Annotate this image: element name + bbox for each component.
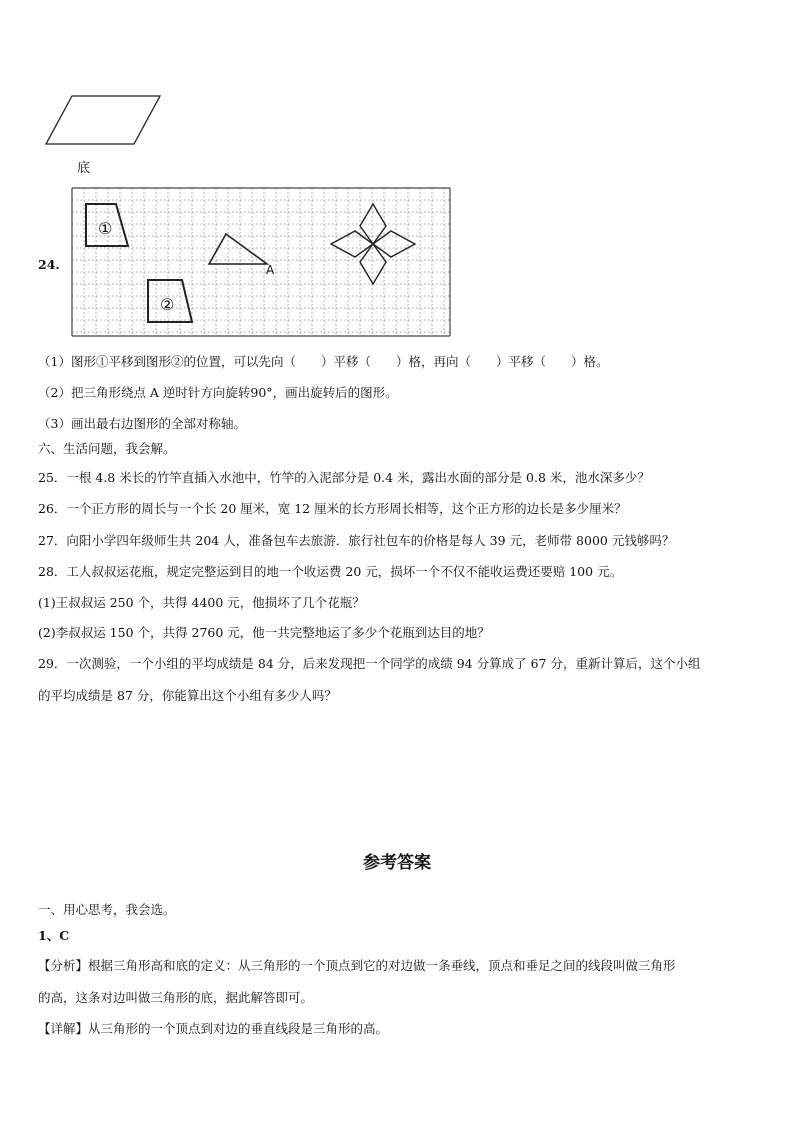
question-24-part-3: （3）画出最右边图形的全部对称轴。 [38, 416, 246, 431]
question-27: 27．向阳小学四年级师生共 204 人，准备包车去旅游．旅行社包车的价格是每人 39 元，老师带 8000 元钱够吗？ [38, 533, 675, 548]
question-24-number: 24. [38, 257, 60, 272]
answers-title: 参考答案 [363, 853, 431, 873]
question-29-line-2: 的平均成绩是 87 分，你能算出这个小组有多少人吗？ [38, 688, 337, 703]
shape-1-label: ① [98, 219, 113, 238]
grid-figure [70, 186, 454, 340]
question-28-part-2: (2)李叔叔运 150 个，共得 2760 元，他一共完整地运了多少个花瓶到达目的地？ [38, 625, 490, 640]
base-label: 底 [77, 161, 91, 176]
answers-section-1: 一、用心思考，我会选。 [38, 902, 176, 917]
shape-2-label: ② [160, 295, 175, 314]
question-25: 25．一根 4.8 米长的竹竿直插入水池中，竹竿的入泥部分是 0.4 米，露出水面的部分是 0.8 米，池水深多少？ [38, 470, 650, 485]
section-6-heading: 六、生活问题，我会解。 [38, 441, 176, 456]
point-a-label: A [266, 263, 275, 277]
detail-line: 【详解】从三角形的一个顶点到对边的垂直线段是三角形的高。 [38, 1021, 389, 1036]
question-29-line-1: 29．一次测验，一个小组的平均成绩是 84 分，后来发现把一个同学的成绩 94 分算成了 67 分，重新计算后，这个小组 [38, 656, 701, 671]
grid-lines [72, 188, 450, 336]
analysis-line-1: 【分析】根据三角形高和底的定义：从三角形的一个顶点到它的对边做一条垂线，顶点和垂足之间的线段叫做三角形 [38, 958, 676, 973]
question-24-part-1: （1）图形①平移到图形②的位置，可以先向（ ）平移（ ）格，再向（ ）平移（ ）格。 [38, 354, 609, 369]
answer-1: 1、C [38, 928, 70, 943]
question-28-intro: 28．工人叔叔运花瓶，规定完整运到目的地一个收运费 20 元，损坏一个不仅不能收运费还要赔 100 元。 [38, 564, 623, 579]
question-28-part-1: (1)王叔叔运 250 个，共得 4400 元，他损坏了几个花瓶？ [38, 595, 365, 610]
triangle-shape [209, 234, 267, 264]
analysis-line-2: 的高，这条对边叫做三角形的底，据此解答即可。 [38, 990, 314, 1005]
question-26: 26．一个正方形的周长与一个长 20 厘米，宽 12 厘米的长方形周长相等，这个正方形的边长是多少厘米？ [38, 501, 627, 516]
question-24-part-2: （2）把三角形绕点 A 逆时针方向旋转90°，画出旋转后的图形。 [38, 385, 398, 400]
parallelogram-figure [44, 92, 164, 148]
